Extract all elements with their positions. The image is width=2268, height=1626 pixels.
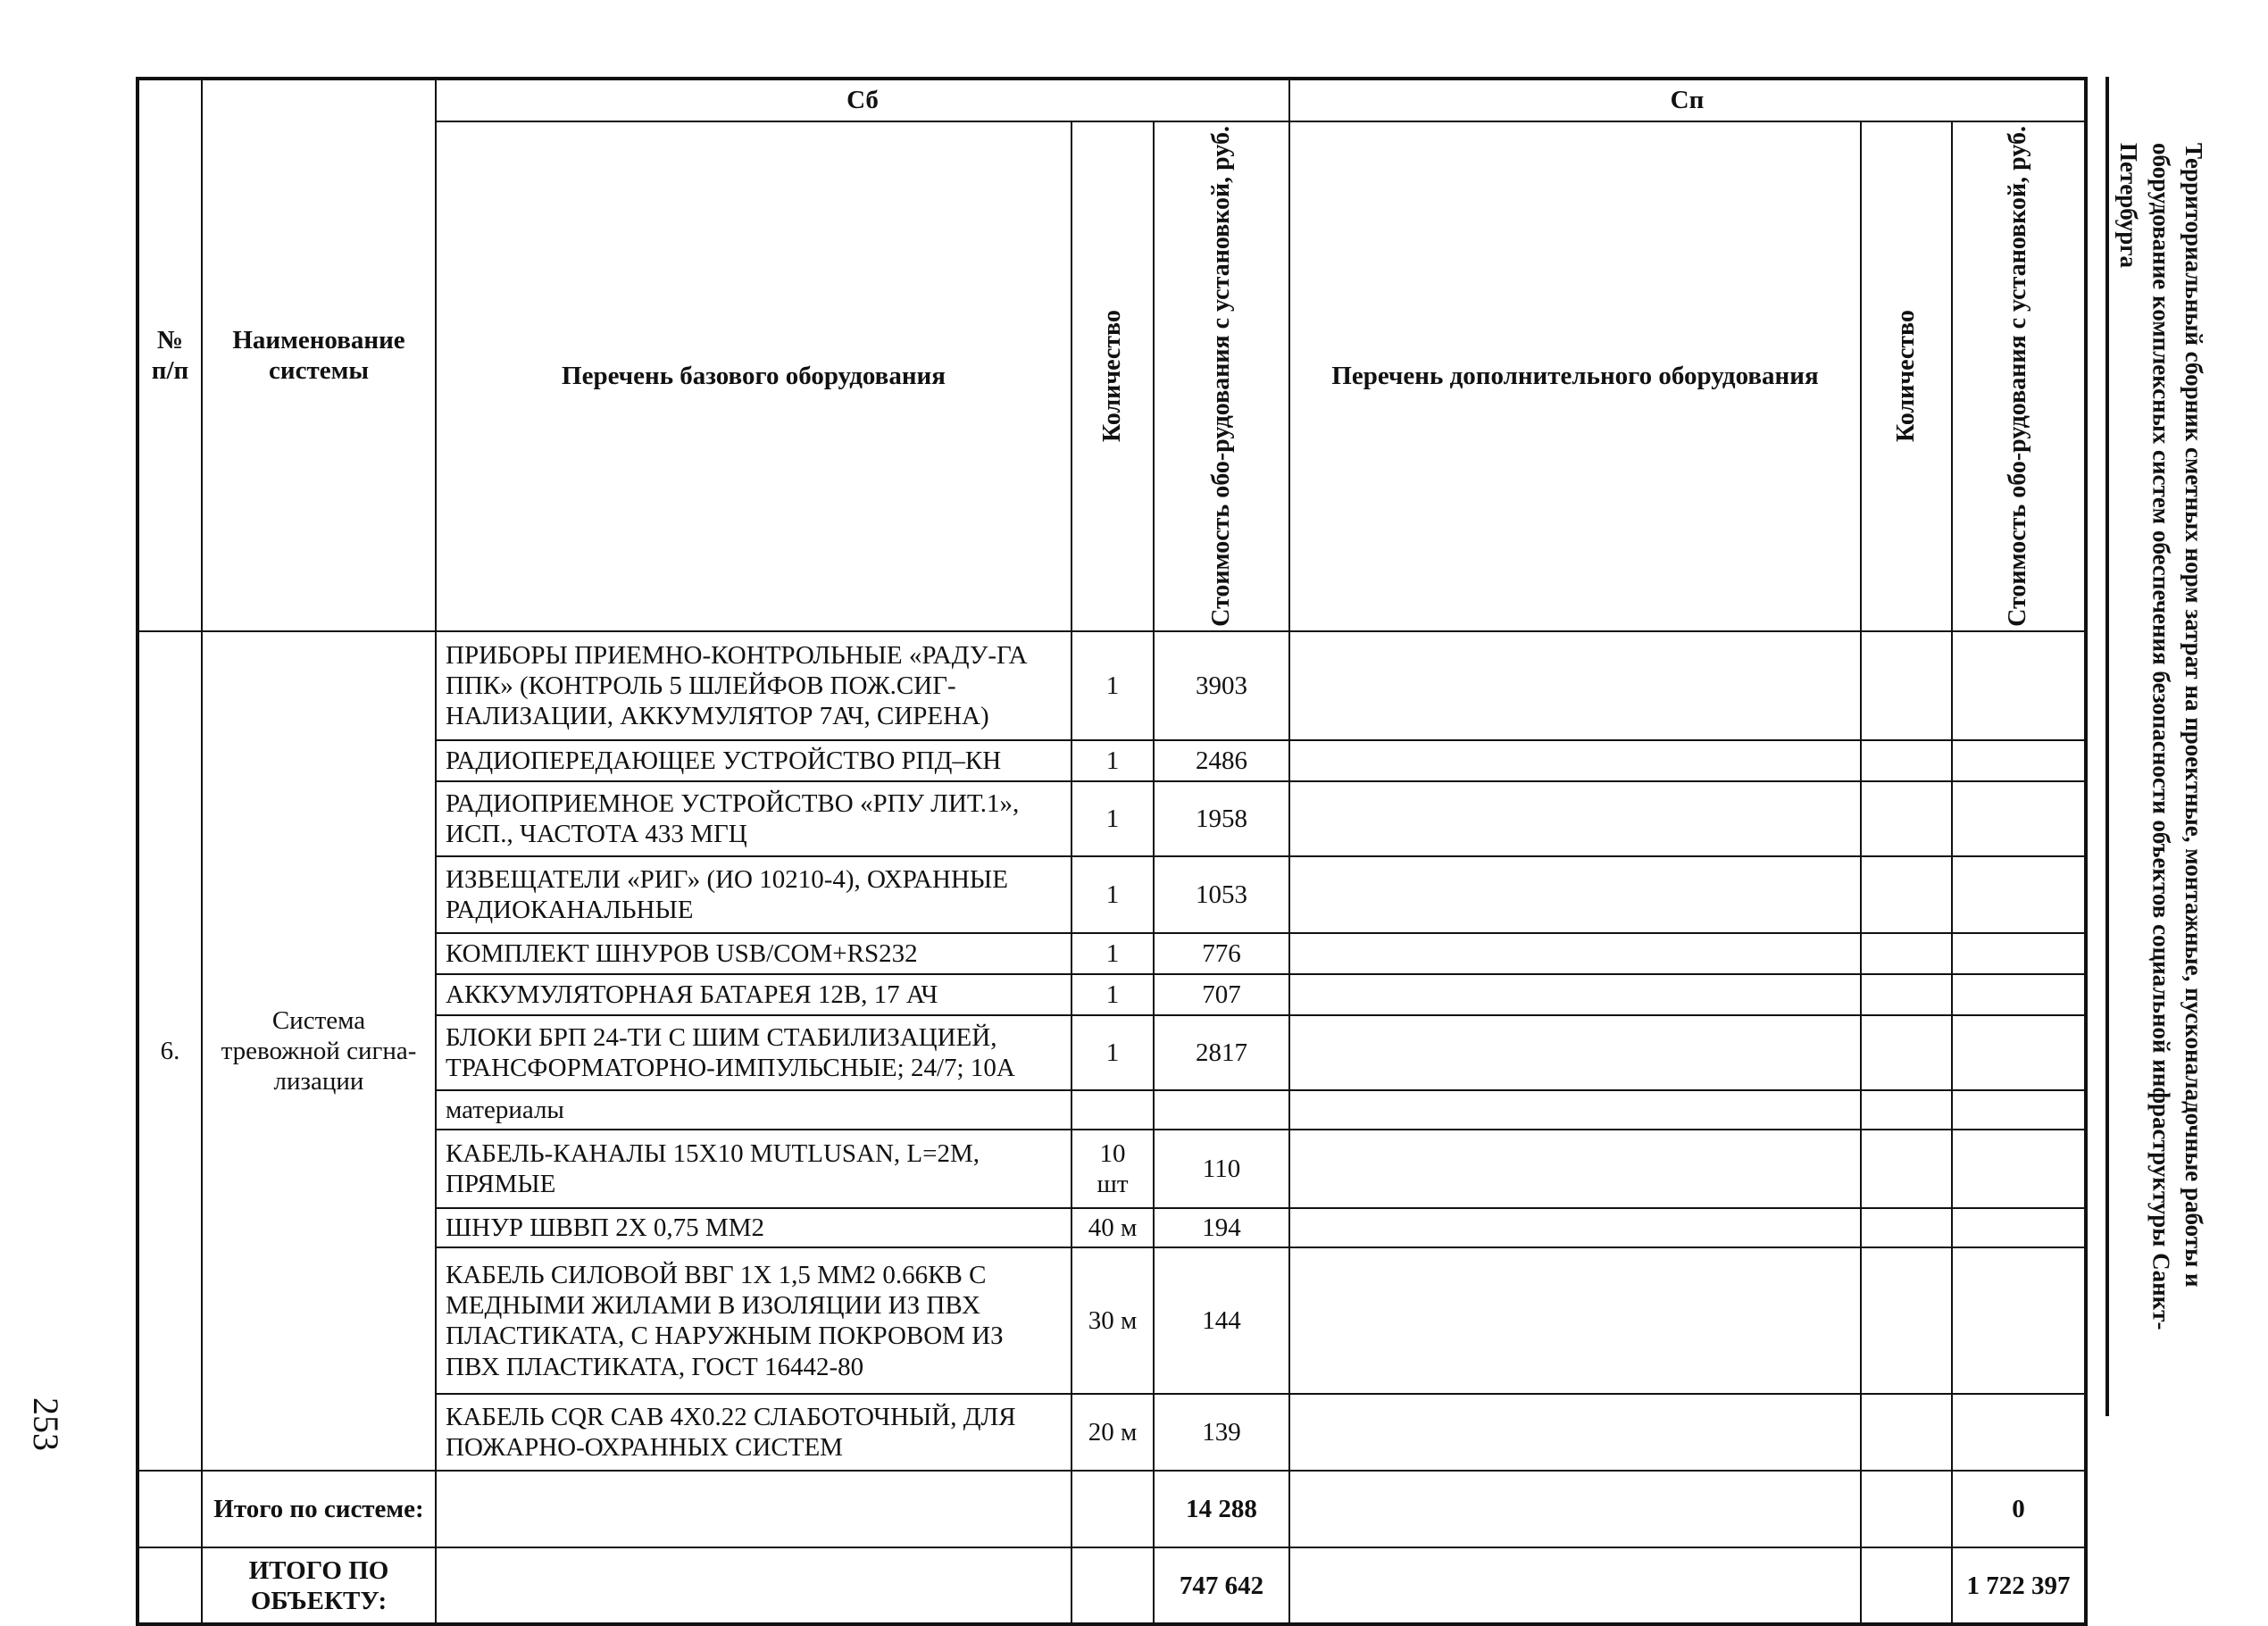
item-cost: 110 bbox=[1154, 1130, 1289, 1208]
item-qty: 10 шт bbox=[1071, 1130, 1154, 1208]
item-qty: 1 bbox=[1071, 856, 1154, 933]
item-cost bbox=[1154, 1090, 1289, 1130]
group-sp-header: Сп bbox=[1289, 79, 2086, 121]
item-cost: 776 bbox=[1154, 933, 1289, 974]
subtotal-sp: 0 bbox=[1952, 1471, 2086, 1547]
item-name: КОМПЛЕКТ ШНУРОВ USB/COM+RS232 bbox=[436, 933, 1071, 974]
item-name: РАДИОПЕРЕДАЮЩЕЕ УСТРОЙСТВО РПД–КН bbox=[436, 740, 1071, 781]
item-cost: 2817 bbox=[1154, 1015, 1289, 1090]
cost2-header: Стоимость обо-рудования с установкой, руб. bbox=[1952, 121, 2086, 631]
item-cost: 3903 bbox=[1154, 631, 1289, 740]
item-name: РАДИОПРИЕМНОЕ УСТРОЙСТВО «РПУ ЛИТ.1», ИСП., ЧАСТОТА 433 МГЦ bbox=[436, 781, 1071, 856]
item-name: ИЗВЕЩАТЕЛИ «РИГ» (ИО 10210-4), ОХРАННЫЕ РАДИОКАНАЛЬНЫЕ bbox=[436, 856, 1071, 933]
subtotal-sb: 14 288 bbox=[1154, 1471, 1289, 1547]
item-qty: 20 м bbox=[1071, 1394, 1154, 1471]
item-cost: 139 bbox=[1154, 1394, 1289, 1471]
item-cost: 2486 bbox=[1154, 740, 1289, 781]
table-row bbox=[138, 631, 2086, 740]
item-qty: 1 bbox=[1071, 781, 1154, 856]
base-list-header: Перечень базового оборудования bbox=[436, 121, 1071, 631]
subtotal-row bbox=[138, 1471, 2086, 1547]
item-qty: 30 м bbox=[1071, 1247, 1154, 1394]
item-cost: 1053 bbox=[1154, 856, 1289, 933]
col-num-header: № п/п bbox=[138, 79, 202, 631]
item-name: АККУМУЛЯТОРНАЯ БАТАРЕЯ 12В, 17 АЧ bbox=[436, 974, 1071, 1015]
item-cost: 1958 bbox=[1154, 781, 1289, 856]
group-sb-header: Сб bbox=[436, 79, 1289, 121]
qty2-header: Количество bbox=[1861, 121, 1952, 631]
item-cost: 707 bbox=[1154, 974, 1289, 1015]
item-qty bbox=[1071, 1090, 1154, 1130]
item-qty: 1 bbox=[1071, 740, 1154, 781]
item-cost: 194 bbox=[1154, 1208, 1289, 1247]
extra-list-header: Перечень дополнительного оборудования bbox=[1289, 121, 1861, 631]
total-label: ИТОГО ПО ОБЪЕКТУ: bbox=[202, 1547, 436, 1624]
running-title: Территориальный сборник сметных норм затрат на проектные, монтажные, пусконаладочные работы и оборудование комплексных систем обеспечения безопасности объектов социальной инфраструктуры Санкт-Петербурга bbox=[2115, 143, 2207, 1330]
item-name: ПРИБОРЫ ПРИЕМНО-КОНТРОЛЬНЫЕ «РАДУ-ГА ППК» (КОНТРОЛЬ 5 ШЛЕЙФОВ ПОЖ.СИГ-НАЛИЗАЦИИ, АККУМУЛЯТОР 7АЧ, СИРЕНА) bbox=[436, 631, 1071, 740]
system-name: Система тревожной сигна-лизации bbox=[202, 631, 436, 1471]
qty-header: Количество bbox=[1071, 121, 1154, 631]
item-name: БЛОКИ БРП 24-ТИ С ШИМ СТАБИЛИЗАЦИЕЙ, ТРАНСФОРМАТОРНО-ИМПУЛЬСНЫЕ; 24/7; 10А bbox=[436, 1015, 1071, 1090]
subtotal-label: Итого по системе: bbox=[202, 1471, 436, 1547]
item-name: КАБЕЛЬ-КАНАЛЫ 15Х10 MUTLUSAN, L=2M, ПРЯМЫЕ bbox=[436, 1130, 1071, 1208]
item-name: КАБЕЛЬ СИЛОВОЙ ВВГ 1Х 1,5 ММ2 0.66КВ С МЕДНЫМИ ЖИЛАМИ В ИЗОЛЯЦИИ ИЗ ПВХ ПЛАСТИКАТА, С НАРУЖНЫМ ПОКРОВОМ ИЗ ПВХ ПЛАСТИКАТА, ГОСТ 16442-80 bbox=[436, 1247, 1071, 1394]
cost-header: Стоимость обо-рудования с установкой, руб. bbox=[1154, 121, 1289, 631]
total-row bbox=[138, 1547, 2086, 1624]
item-name: КАБЕЛЬ CQR CAB 4Х0.22 СЛАБОТОЧНЫЙ, ДЛЯ ПОЖАРНО-ОХРАННЫХ СИСТЕМ bbox=[436, 1394, 1071, 1471]
item-qty: 40 м bbox=[1071, 1208, 1154, 1247]
item-qty: 1 bbox=[1071, 974, 1154, 1015]
col-name-header: Наименование системы bbox=[202, 79, 436, 631]
item-qty: 1 bbox=[1071, 631, 1154, 740]
page-number: 253 bbox=[26, 1397, 66, 1451]
item-name: материалы bbox=[436, 1090, 1071, 1130]
total-sp: 1 722 397 bbox=[1952, 1547, 2086, 1624]
side-divider bbox=[2105, 77, 2109, 1416]
equipment-table bbox=[136, 77, 2088, 1626]
item-qty: 1 bbox=[1071, 1015, 1154, 1090]
item-cost: 144 bbox=[1154, 1247, 1289, 1394]
item-qty: 1 bbox=[1071, 933, 1154, 974]
item-name: ШНУР ШВВП 2Х 0,75 ММ2 bbox=[436, 1208, 1071, 1247]
system-number: 6. bbox=[138, 631, 202, 1471]
total-sb: 747 642 bbox=[1154, 1547, 1289, 1624]
